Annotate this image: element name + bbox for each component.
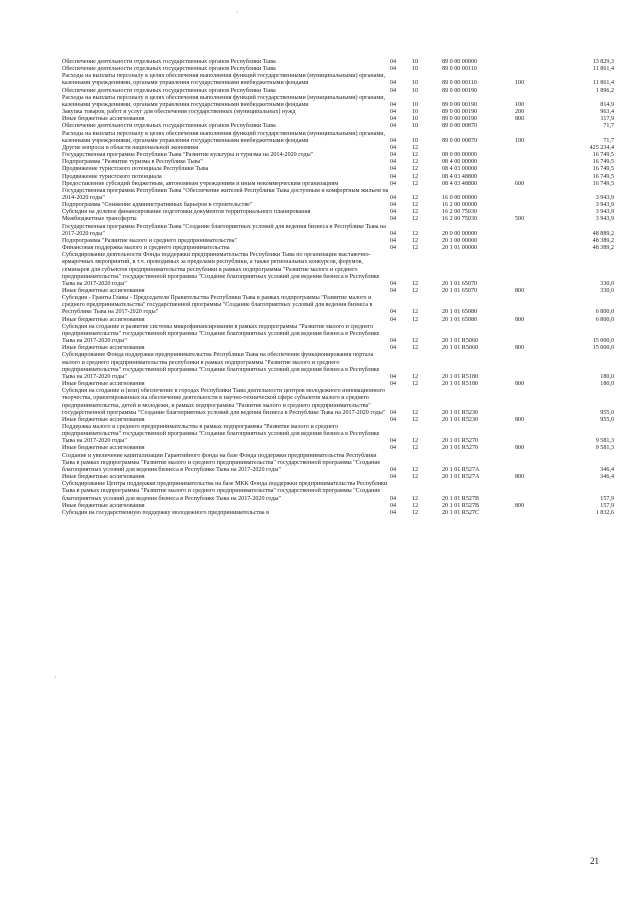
table-row bbox=[62, 238, 614, 245]
row-amount: 3 943,9 bbox=[595, 209, 614, 216]
row-amount: 955,0 bbox=[600, 409, 614, 416]
row-amount: 71,7 bbox=[603, 123, 614, 130]
row-expense-type bbox=[515, 424, 553, 445]
row-subsection-code: 10 bbox=[412, 109, 419, 116]
table-row bbox=[62, 481, 614, 502]
row-name: Иные бюджетные ассигнования bbox=[62, 345, 145, 352]
row-name: Расходы на выплаты персоналу в целях обеспечения выполнения функций государственными (муниципальными) органами, казенными учреждениями, органами управления государственными внебюджетными фондами bbox=[62, 94, 385, 108]
row-expense-type: 800 bbox=[515, 445, 525, 452]
row-section-code: 04 bbox=[390, 230, 397, 237]
row-section-code: 04 bbox=[390, 409, 397, 416]
row-name: Государственная программа Республики Тыва "Создание благоприятных условий для ведения бизнеса в Республике Тыва на 2017-2020 годы" bbox=[62, 223, 386, 237]
row-name: Иные бюджетные ассигнования bbox=[62, 381, 145, 388]
table-row bbox=[62, 73, 614, 87]
row-name: Субсидирование деятельности Фонда поддержки предпринимательства Республики Тыва по организации выставочно-ярмарочных мероприятий, в т.ч. проводимых за пределами республики, а также региональных конкурсов, форумов, семинаров для субъектов предпринимательства республики в рамках подпрограммы "Развитие малого и среднего предпринимательства" государственной программы "Создание благоприятных условий для ведения бизнеса в Республике Тыва на 2017-2020 годы" bbox=[62, 252, 380, 287]
row-target-article: 08 4 03 00000 bbox=[442, 166, 478, 173]
row-name: Предоставление субсидий бюджетным, автономным учреждениям и иным некоммерческим организациям bbox=[62, 180, 339, 187]
row-section-code: 04 bbox=[390, 381, 397, 388]
row-name: Финансовая поддержка малого и среднего предпринимательства bbox=[62, 245, 230, 252]
table-row bbox=[62, 503, 614, 510]
table-row bbox=[62, 252, 614, 288]
row-subsection-code: 12 bbox=[412, 216, 419, 223]
row-expense-type bbox=[515, 245, 553, 252]
row-expense-type bbox=[515, 252, 553, 288]
row-amount: 13 829,3 bbox=[592, 59, 614, 65]
row-name: Закупка товаров, работ и услуг для обеспечения государственных (муниципальных) нужд bbox=[62, 109, 296, 116]
row-subsection-code: 12 bbox=[412, 345, 419, 352]
row-subsection-code: 10 bbox=[412, 101, 419, 108]
row-section-code: 04 bbox=[390, 66, 397, 73]
row-expense-type bbox=[515, 59, 553, 66]
row-target-article: 20 1 01 00000 bbox=[442, 245, 478, 252]
row-subsection-code: 12 bbox=[412, 194, 419, 201]
scan-mark: · bbox=[54, 673, 57, 682]
row-section-code: 04 bbox=[390, 338, 397, 345]
row-section-code: 04 bbox=[390, 137, 397, 144]
table-row bbox=[62, 174, 614, 181]
row-subsection-code: 12 bbox=[412, 416, 419, 423]
row-expense-type bbox=[515, 481, 553, 502]
row-target-article: 20 1 00 00000 bbox=[442, 237, 478, 244]
row-subsection-code: 10 bbox=[412, 137, 419, 144]
table-row bbox=[62, 88, 614, 95]
row-subsection-code: 10 bbox=[412, 123, 419, 130]
row-section-code: 04 bbox=[390, 280, 397, 287]
table-row bbox=[62, 166, 614, 173]
row-name: Субсидирование Центра поддержки предпринимательства на базе МКК Фонда поддержки предпринимательства Республики Тыва в рамках подпрограммы "Развитие малого и среднего предпринимательства" государственной программы "Создание благоприятных условий для ведения бизнеса в Республике Тыва на 2017-2020 годы" bbox=[62, 481, 388, 502]
row-name: Иные бюджетные ассигнования bbox=[62, 116, 145, 123]
table-row bbox=[62, 510, 614, 517]
row-section-code: 04 bbox=[390, 309, 397, 316]
row-name: Другие вопросы в области национальной экономики bbox=[62, 144, 199, 151]
row-target-article: 20 1 01 65070 bbox=[442, 288, 478, 294]
table-row bbox=[62, 417, 614, 424]
row-subsection-code: 10 bbox=[412, 87, 419, 94]
table-row bbox=[62, 209, 614, 216]
row-amount: 955,0 bbox=[600, 416, 614, 423]
row-name: Продвижение туристского потенциала Республики Тыва bbox=[62, 166, 209, 173]
row-expense-type bbox=[515, 453, 553, 474]
row-target-article: 20 1 01 R5270 bbox=[442, 445, 479, 452]
row-name: Расходы на выплаты персоналу в целях обеспечения выполнения функций государственными (муниципальными) органами, казенными учреждениями, органами управления государственными внебюджетными фондами bbox=[62, 73, 385, 87]
row-name: Создание и увеличение капитализации Гарантийного фонда на базе Фонда поддержки предпринимательства Республики Тыва в рамках подпрограммы "Развитие малого и среднего предпринимательства" государственной программы "Создание благоприятных условий для ведения бизнеса в Республике Тыва на 2017-2020 годы" bbox=[62, 452, 381, 473]
row-amount: 16 749,5 bbox=[592, 166, 614, 173]
row-name: Иные бюджетные ассигнования bbox=[62, 416, 145, 423]
row-section-code: 04 bbox=[390, 466, 397, 473]
table-row bbox=[62, 388, 614, 417]
row-name: Иные бюджетные ассигнования bbox=[62, 445, 145, 452]
row-name: Субсидия - Гранты Главы - Председателя Правительства Республики Тыва в рамках подпрограммы "Развитие малого и среднего предпринимательства" государственной программы "Создание благоприятных условий для ведения бизнеса в Республике Тыва на 2017-2020 годы" bbox=[62, 295, 373, 316]
table-row bbox=[62, 123, 614, 130]
row-expense-type bbox=[515, 224, 553, 238]
row-name: Иные бюджетные ассигнования bbox=[62, 474, 145, 481]
row-amount: 117,9 bbox=[600, 116, 614, 123]
row-subsection-code: 12 bbox=[412, 438, 419, 445]
row-section-code: 04 bbox=[390, 144, 397, 151]
row-section-code: 04 bbox=[390, 59, 397, 65]
row-target-article: 20 1 01 R5180 bbox=[442, 373, 479, 380]
row-section-code: 04 bbox=[390, 202, 397, 209]
row-expense-type bbox=[515, 352, 553, 381]
row-target-article: 20 1 01 65080 bbox=[442, 309, 478, 316]
row-expense-type: 800 bbox=[515, 474, 525, 481]
row-section-code: 04 bbox=[390, 237, 397, 244]
row-expense-type bbox=[515, 388, 553, 417]
row-subsection-code: 12 bbox=[412, 373, 419, 380]
row-amount: 1 896,2 bbox=[595, 87, 614, 94]
budget-table bbox=[62, 59, 614, 517]
row-section-code: 04 bbox=[390, 509, 397, 516]
row-expense-type: 500 bbox=[515, 216, 525, 223]
row-amount: 15 000,0 bbox=[592, 345, 614, 352]
row-amount: 180,0 bbox=[600, 373, 614, 380]
row-subsection-code: 12 bbox=[412, 502, 419, 509]
row-name: Субсидирование Фонда поддержки предпринимательства Республики Тыва на обеспечение функционирования портала малого и среднего предпринимательства республики в рамках подпрограммы "Развитие малого и среднего предпринимательства" государственной программы "Создание благоприятных условий для ведения бизнеса в Республике Тыва на 2017-2020 годы" bbox=[62, 352, 380, 380]
row-amount: 71,7 bbox=[603, 137, 614, 144]
row-section-code: 04 bbox=[390, 109, 397, 116]
row-target-article: 20 1 01 65080 bbox=[442, 316, 478, 323]
row-section-code: 04 bbox=[390, 345, 397, 352]
row-expense-type: 800 bbox=[515, 416, 525, 423]
row-subsection-code: 12 bbox=[412, 309, 419, 316]
row-target-article: 20 1 01 R527A bbox=[442, 474, 480, 481]
row-section-code: 04 bbox=[390, 216, 397, 223]
row-amount: 157,9 bbox=[600, 502, 614, 509]
row-amount: 9 581,3 bbox=[595, 438, 614, 445]
row-section-code: 04 bbox=[390, 416, 397, 423]
row-name: Субсидия на создание и развитие системы микрофинансирования в рамках подпрограммы "Развитие малого и среднего предпринимательства" государственной программы "Создание благоприятных условий для ведения бизнеса в Республике Тыва на 2017-2020 годы" bbox=[62, 323, 380, 345]
row-section-code: 04 bbox=[390, 116, 397, 123]
row-section-code: 04 bbox=[390, 166, 397, 173]
row-name: Продвижение туристского потенциала bbox=[62, 173, 162, 180]
row-target-article: 20 0 00 00000 bbox=[442, 230, 478, 237]
row-target-article: 16 2 00 00000 bbox=[442, 202, 478, 209]
row-name: Субсидия на создание и (или) обеспечение в городах Республики Тыва деятельности центров молодежного инновационного творчества, ориентированных на обеспечение деятельности в научно-технической сфере субъектов малого и среднего предпринимательства, детей и молодежи, в рамках подпрограммы "Развитие малого и среднего предпринимательства" государственной программы "Создание благоприятных условий для ведения бизнеса в Республике Тыва на 2017-2020 годы" bbox=[62, 388, 386, 416]
row-expense-type bbox=[515, 324, 553, 345]
row-amount: 16 749,5 bbox=[592, 159, 614, 166]
row-target-article: 89 0 00 00110 bbox=[442, 80, 477, 87]
row-subsection-code: 12 bbox=[412, 474, 419, 481]
row-amount: 330,0 bbox=[600, 280, 614, 287]
table-row bbox=[62, 131, 614, 145]
row-target-article: 20 1 01 R527B bbox=[442, 495, 480, 502]
row-name: Обеспечение деятельности отдельных государственных органов Республики Тыва bbox=[62, 87, 276, 94]
row-subsection-code: 12 bbox=[412, 280, 419, 287]
row-target-article: 20 1 01 65070 bbox=[442, 280, 478, 287]
row-subsection-code: 10 bbox=[412, 80, 419, 87]
table-row bbox=[62, 295, 614, 316]
row-name: Обеспечение деятельности отдельных государственных органов Республики Тыва bbox=[62, 123, 276, 130]
row-amount: 6 800,0 bbox=[595, 316, 614, 323]
row-expense-type bbox=[515, 123, 553, 130]
row-expense-type: 100 bbox=[515, 101, 525, 108]
row-amount: 814,9 bbox=[600, 101, 614, 108]
row-name: Иные бюджетные ассигнования bbox=[62, 316, 145, 323]
row-expense-type bbox=[515, 209, 553, 216]
table-row bbox=[62, 181, 614, 188]
row-expense-type: 600 bbox=[515, 180, 525, 187]
row-section-code: 04 bbox=[390, 245, 397, 252]
table-row bbox=[62, 324, 614, 345]
row-section-code: 04 bbox=[390, 474, 397, 481]
row-subsection-code: 12 bbox=[412, 495, 419, 502]
row-subsection-code: 12 bbox=[412, 381, 419, 388]
table-row bbox=[62, 224, 614, 238]
row-expense-type: 800 bbox=[515, 345, 525, 352]
row-subsection-code: 12 bbox=[412, 173, 419, 180]
row-subsection-code: 12 bbox=[412, 230, 419, 237]
row-amount: 346,4 bbox=[600, 474, 614, 481]
row-section-code: 04 bbox=[390, 123, 397, 130]
row-subsection-code: 12 bbox=[412, 152, 419, 159]
row-amount: 3 943,9 bbox=[595, 202, 614, 209]
row-target-article: 89 0 00 00000 bbox=[442, 59, 478, 65]
row-expense-type: 800 bbox=[515, 316, 525, 323]
row-subsection-code: 12 bbox=[412, 338, 419, 345]
row-expense-type bbox=[515, 66, 553, 73]
table-body bbox=[62, 59, 614, 517]
row-expense-type bbox=[515, 145, 553, 152]
row-name: Иные бюджетные ассигнования bbox=[62, 288, 145, 294]
row-target-article: 89 0 00 00870 bbox=[442, 123, 478, 130]
row-expense-type bbox=[515, 174, 553, 181]
row-name: Межбюджетные трансферты bbox=[62, 216, 137, 223]
row-section-code: 04 bbox=[390, 80, 397, 87]
row-section-code: 04 bbox=[390, 445, 397, 452]
row-section-code: 04 bbox=[390, 180, 397, 187]
row-target-article: 20 1 01 R5230 bbox=[442, 416, 479, 423]
row-subsection-code: 12 bbox=[412, 288, 419, 294]
row-section-code: 04 bbox=[390, 159, 397, 166]
row-expense-type bbox=[515, 152, 553, 159]
row-target-article: 20 1 01 R527C bbox=[442, 509, 480, 516]
row-subsection-code: 10 bbox=[412, 116, 419, 123]
row-subsection-code: 10 bbox=[412, 59, 419, 65]
table-row bbox=[62, 145, 614, 152]
row-expense-type bbox=[515, 188, 553, 202]
row-amount: 963,4 bbox=[600, 109, 614, 116]
table-row bbox=[62, 352, 614, 381]
row-target-article: 89 0 00 00870 bbox=[442, 137, 478, 144]
row-amount: 3 943,9 bbox=[595, 194, 614, 201]
row-target-article: 20 1 01 R5180 bbox=[442, 381, 479, 388]
row-section-code: 04 bbox=[390, 101, 397, 108]
table-row bbox=[62, 188, 614, 202]
row-name: Поддержка малого и среднего предпринимательства в рамках подпрограммы "Развитие малого и среднего предпринимательства" государственной программы "Создание благоприятных условий для ведения бизнеса в Республике Тыва на 2017-2020 годы" bbox=[62, 423, 380, 445]
row-section-code: 04 bbox=[390, 495, 397, 502]
row-name: Расходы на выплаты персоналу в целях обеспечения выполнения функций государственными (муниципальными) органами, казенными учреждениями, органами управления государственными внебюджетными фондами bbox=[62, 130, 385, 144]
row-section-code: 04 bbox=[390, 194, 397, 201]
row-expense-type bbox=[515, 166, 553, 173]
row-subsection-code: 10 bbox=[412, 66, 419, 73]
row-name: Обеспечение деятельности отдельных государственных органов Республики Тыва bbox=[62, 59, 276, 65]
row-name: Субсидия на государственную поддержку молодежного предпринимательства в bbox=[62, 509, 270, 516]
row-expense-type: 800 bbox=[515, 116, 525, 123]
row-amount: 48 389,2 bbox=[592, 237, 614, 244]
row-name: Обеспечение деятельности отдельных государственных органов Республики Тыва bbox=[62, 66, 276, 73]
row-name: Подпрограмма "Снижение административных барьеров в строительстве" bbox=[62, 202, 253, 209]
row-amount: 48 889,2 bbox=[592, 230, 614, 237]
row-target-article: 20 1 01 R5230 bbox=[442, 409, 479, 416]
row-expense-type bbox=[515, 238, 553, 245]
row-expense-type: 200 bbox=[515, 109, 525, 116]
row-expense-type bbox=[515, 295, 553, 316]
row-name: Подпрограмма "Развитие малого и среднего предпринимательства" bbox=[62, 237, 237, 244]
row-expense-type: 100 bbox=[515, 80, 525, 87]
table-row bbox=[62, 445, 614, 452]
row-name: Подпрограмма "Развитие туризма в Республике Тыва" bbox=[62, 159, 203, 166]
row-subsection-code: 12 bbox=[412, 237, 419, 244]
row-name: Иные бюджетные ассигнования bbox=[62, 502, 145, 509]
row-subsection-code: 12 bbox=[412, 466, 419, 473]
row-expense-type: 800 bbox=[515, 381, 525, 388]
row-subsection-code: 12 bbox=[412, 202, 419, 209]
row-target-article: 89 0 00 00190 bbox=[442, 109, 478, 116]
row-amount: 11 861,4 bbox=[592, 80, 614, 87]
row-target-article: 20 1 01 R5060 bbox=[442, 338, 479, 345]
row-expense-type bbox=[515, 202, 553, 209]
table-row bbox=[62, 317, 614, 324]
page-number: 21 bbox=[590, 856, 599, 866]
row-amount: 6 800,0 bbox=[595, 309, 614, 316]
row-section-code: 04 bbox=[390, 209, 397, 216]
row-target-article: 08 4 03 48800 bbox=[442, 180, 478, 187]
row-amount: 11 861,4 bbox=[592, 66, 614, 73]
row-amount: 15 000,0 bbox=[592, 338, 614, 345]
row-expense-type bbox=[515, 159, 553, 166]
row-amount: 425 234,4 bbox=[589, 144, 614, 151]
row-amount: 330,0 bbox=[600, 288, 614, 294]
row-amount: 1 832,6 bbox=[595, 509, 614, 516]
row-section-code: 04 bbox=[390, 152, 397, 159]
row-subsection-code: 12 bbox=[412, 209, 419, 216]
row-subsection-code: 12 bbox=[412, 144, 419, 151]
row-expense-type: 800 bbox=[515, 502, 525, 509]
row-amount: 157,9 bbox=[600, 495, 614, 502]
row-subsection-code: 12 bbox=[412, 445, 419, 452]
table-row bbox=[62, 95, 614, 109]
row-expense-type bbox=[515, 88, 553, 95]
row-expense-type bbox=[515, 510, 553, 517]
row-section-code: 04 bbox=[390, 288, 397, 294]
scan-mark: · bbox=[236, 8, 239, 17]
row-amount: 48 389,2 bbox=[592, 245, 614, 252]
row-section-code: 04 bbox=[390, 173, 397, 180]
row-subsection-code: 12 bbox=[412, 245, 419, 252]
row-amount: 346,4 bbox=[600, 466, 614, 473]
row-target-article: 20 1 01 R5270 bbox=[442, 438, 479, 445]
row-expense-type: 100 bbox=[515, 137, 525, 144]
row-amount: 9 581,3 bbox=[595, 445, 614, 452]
row-subsection-code: 12 bbox=[412, 166, 419, 173]
table-row bbox=[62, 453, 614, 474]
row-target-article: 89 0 00 00190 bbox=[442, 116, 478, 123]
row-section-code: 04 bbox=[390, 502, 397, 509]
row-amount: 180,0 bbox=[600, 381, 614, 388]
row-expense-type: 800 bbox=[515, 288, 525, 294]
row-target-article: 08 0 00 00000 bbox=[442, 152, 478, 159]
row-name: Государственная программа Республики Тыва "Обеспечение жителей Республики Тыва доступным и комфортным жильем на 2014-2020 годы" bbox=[62, 187, 389, 201]
row-amount: 16 749,5 bbox=[592, 180, 614, 187]
table-row bbox=[62, 424, 614, 445]
row-subsection-code: 12 bbox=[412, 180, 419, 187]
row-target-article: 20 1 01 R527A bbox=[442, 466, 480, 473]
row-section-code: 04 bbox=[390, 316, 397, 323]
row-subsection-code: 12 bbox=[412, 409, 419, 416]
row-amount: 16 749,5 bbox=[592, 173, 614, 180]
table-row bbox=[62, 216, 614, 223]
row-subsection-code: 12 bbox=[412, 316, 419, 323]
row-section-code: 04 bbox=[390, 438, 397, 445]
row-section-code: 04 bbox=[390, 373, 397, 380]
row-target-article: 16 2 00 75030 bbox=[442, 216, 478, 223]
row-target-article: 16 2 00 75030 bbox=[442, 209, 478, 216]
row-target-article: 20 1 01 R527B bbox=[442, 502, 480, 509]
row-target-article: 89 0 00 00190 bbox=[442, 87, 478, 94]
row-name: Государственная программа Республики Тыва "Развитие культуры и туризма на 2014-2020 годы" bbox=[62, 152, 314, 159]
row-name: Субсидия на долевое финансирование подготовки документов территориального планирования bbox=[62, 209, 311, 216]
row-subsection-code: 12 bbox=[412, 509, 419, 516]
row-target-article: 08 4 00 00000 bbox=[442, 159, 478, 166]
row-subsection-code: 12 bbox=[412, 159, 419, 166]
row-target-article bbox=[442, 145, 515, 152]
row-amount: 3 943,9 bbox=[595, 216, 614, 223]
row-target-article: 16 0 00 00000 bbox=[442, 194, 478, 201]
row-target-article: 89 0 00 00110 bbox=[442, 66, 477, 73]
row-amount: 16 749,5 bbox=[592, 152, 614, 159]
row-target-article: 89 0 00 00190 bbox=[442, 101, 478, 108]
row-target-article: 20 1 01 R5060 bbox=[442, 345, 479, 352]
row-target-article: 08 4 03 48800 bbox=[442, 173, 478, 180]
row-section-code: 04 bbox=[390, 87, 397, 94]
